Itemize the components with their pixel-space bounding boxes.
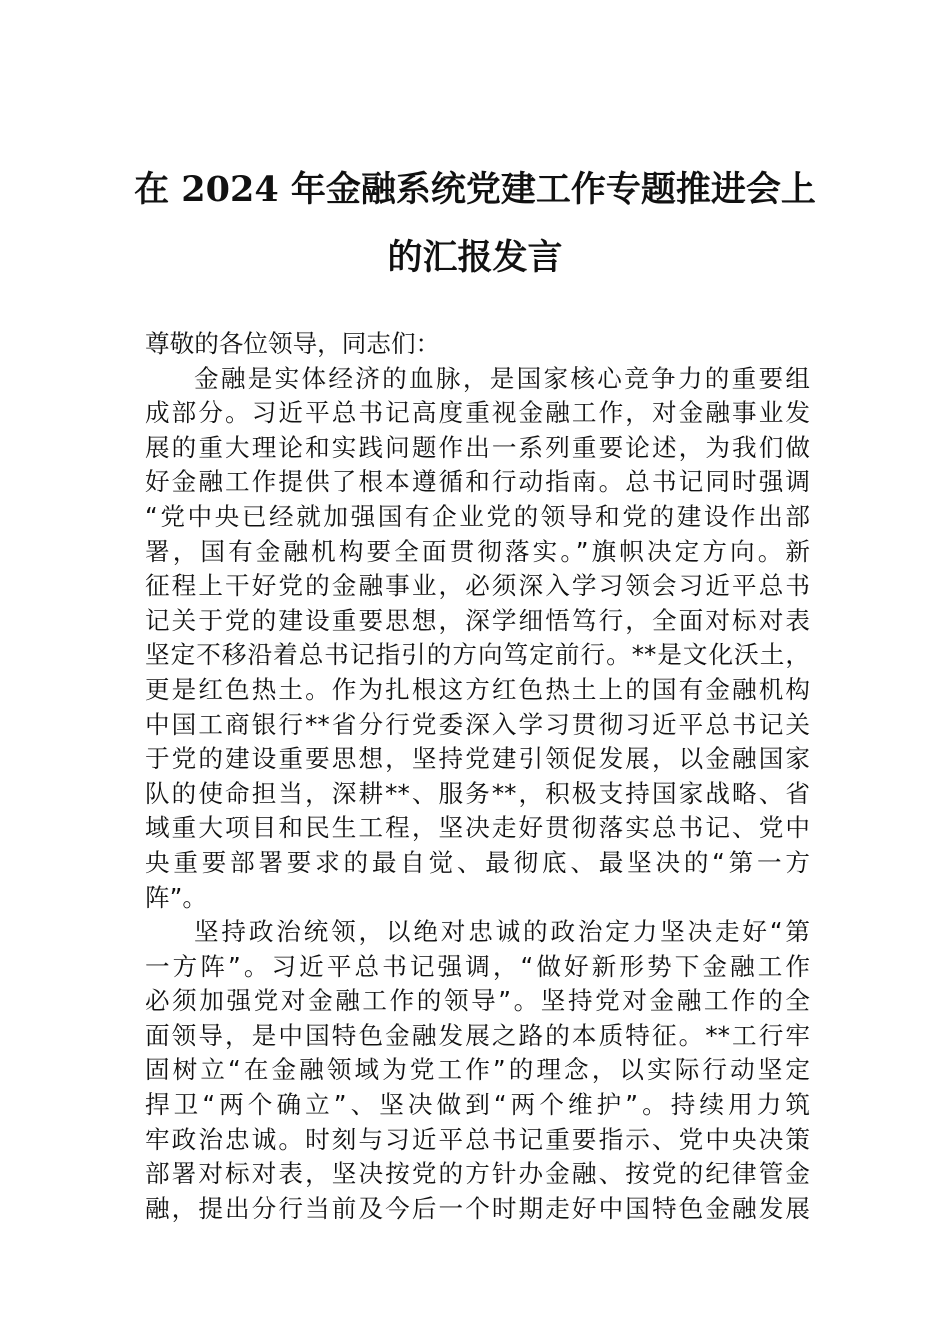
paragraph-1-line: 域重大项目和民生工程，坚决走好贯彻落实总书记、党中: [145, 813, 810, 843]
paragraph-1-line: 好金融工作提供了根本遵循和行动指南。总书记同时强调: [145, 467, 810, 497]
paragraph-1-line: 中国工商银行**省分行党委深入学习贯彻习近平总书记关: [145, 709, 810, 739]
paragraph-2-line: 一方阵”。习近平总书记强调，“做好新形势下金融工作: [145, 951, 810, 981]
paragraph-2-line: 坚持政治统领，以绝对忠诚的政治定力坚决走好“第: [194, 917, 810, 947]
paragraph-1-line: 队的使命担当，深耕**、服务**，积极支持国家战略、省: [145, 778, 810, 808]
paragraph-2-line: 固树立“在金融领域为党工作”的理念，以实际行动坚定: [145, 1055, 810, 1085]
document-title-line-2: 的汇报发言: [387, 237, 563, 278]
document-body: [145, 327, 810, 1226]
paragraph-1-line: 成部分。习近平总书记高度重视金融工作，对金融事业发: [145, 398, 810, 428]
paragraph-2-line: 牢政治忠诚。时刻与习近平总书记重要指示、党中央决策: [145, 1124, 810, 1154]
paragraph-1-line: “党中央已经就加强国有企业党的领导和党的建设作出部: [145, 501, 810, 531]
document-title-line-1: 在 2024 年金融系统党建工作专题推进会上: [134, 169, 816, 210]
paragraph-1-line: 展的重大理论和实践问题作出一系列重要论述，为我们做: [145, 432, 810, 462]
paragraph-1-line: 更是红色热土。作为扎根这方红色热土上的国有金融机构: [145, 674, 810, 704]
paragraph-1-line: 金融是实体经济的血脉，是国家核心竞争力的重要组: [194, 363, 810, 393]
paragraph-1-line: 署，国有金融机构要全面贯彻落实。”旗帜决定方向。新: [145, 536, 810, 566]
paragraph-1-line: 记关于党的建设重要思想，深学细悟笃行，全面对标对表: [145, 605, 810, 635]
paragraph-1-line: 阵”。: [145, 882, 207, 912]
salutation: 尊敬的各位领导，同志们：: [145, 329, 441, 358]
paragraph-2-line: 捍卫“两个确立”、坚决做到“两个维护”。持续用力筑: [145, 1090, 810, 1120]
paragraph-2-line: 面领导，是中国特色金融发展之路的本质特征。**工行牢: [145, 1020, 810, 1050]
paragraph-1-line: 于党的建设重要思想，坚持党建引领促发展，以金融国家: [145, 744, 810, 774]
paragraph-2-line: 融，提出分行当前及今后一个时期走好中国特色金融发展: [145, 1193, 810, 1223]
paragraph-2-line: 必须加强党对金融工作的领导”。坚持党对金融工作的全: [145, 986, 810, 1016]
paragraph-1-line: 央重要部署要求的最自觉、最彻底、最坚决的“第一方: [145, 847, 810, 877]
paragraph-2-line: 部署对标对表，坚决按党的方针办金融、按党的纪律管金: [145, 1159, 810, 1189]
paragraph-1-line: 征程上干好党的金融事业，必须深入学习领会习近平总书: [145, 571, 810, 601]
paragraph-1-line: 坚定不移沿着总书记指引的方向笃定前行。**是文化沃土，: [145, 640, 810, 670]
